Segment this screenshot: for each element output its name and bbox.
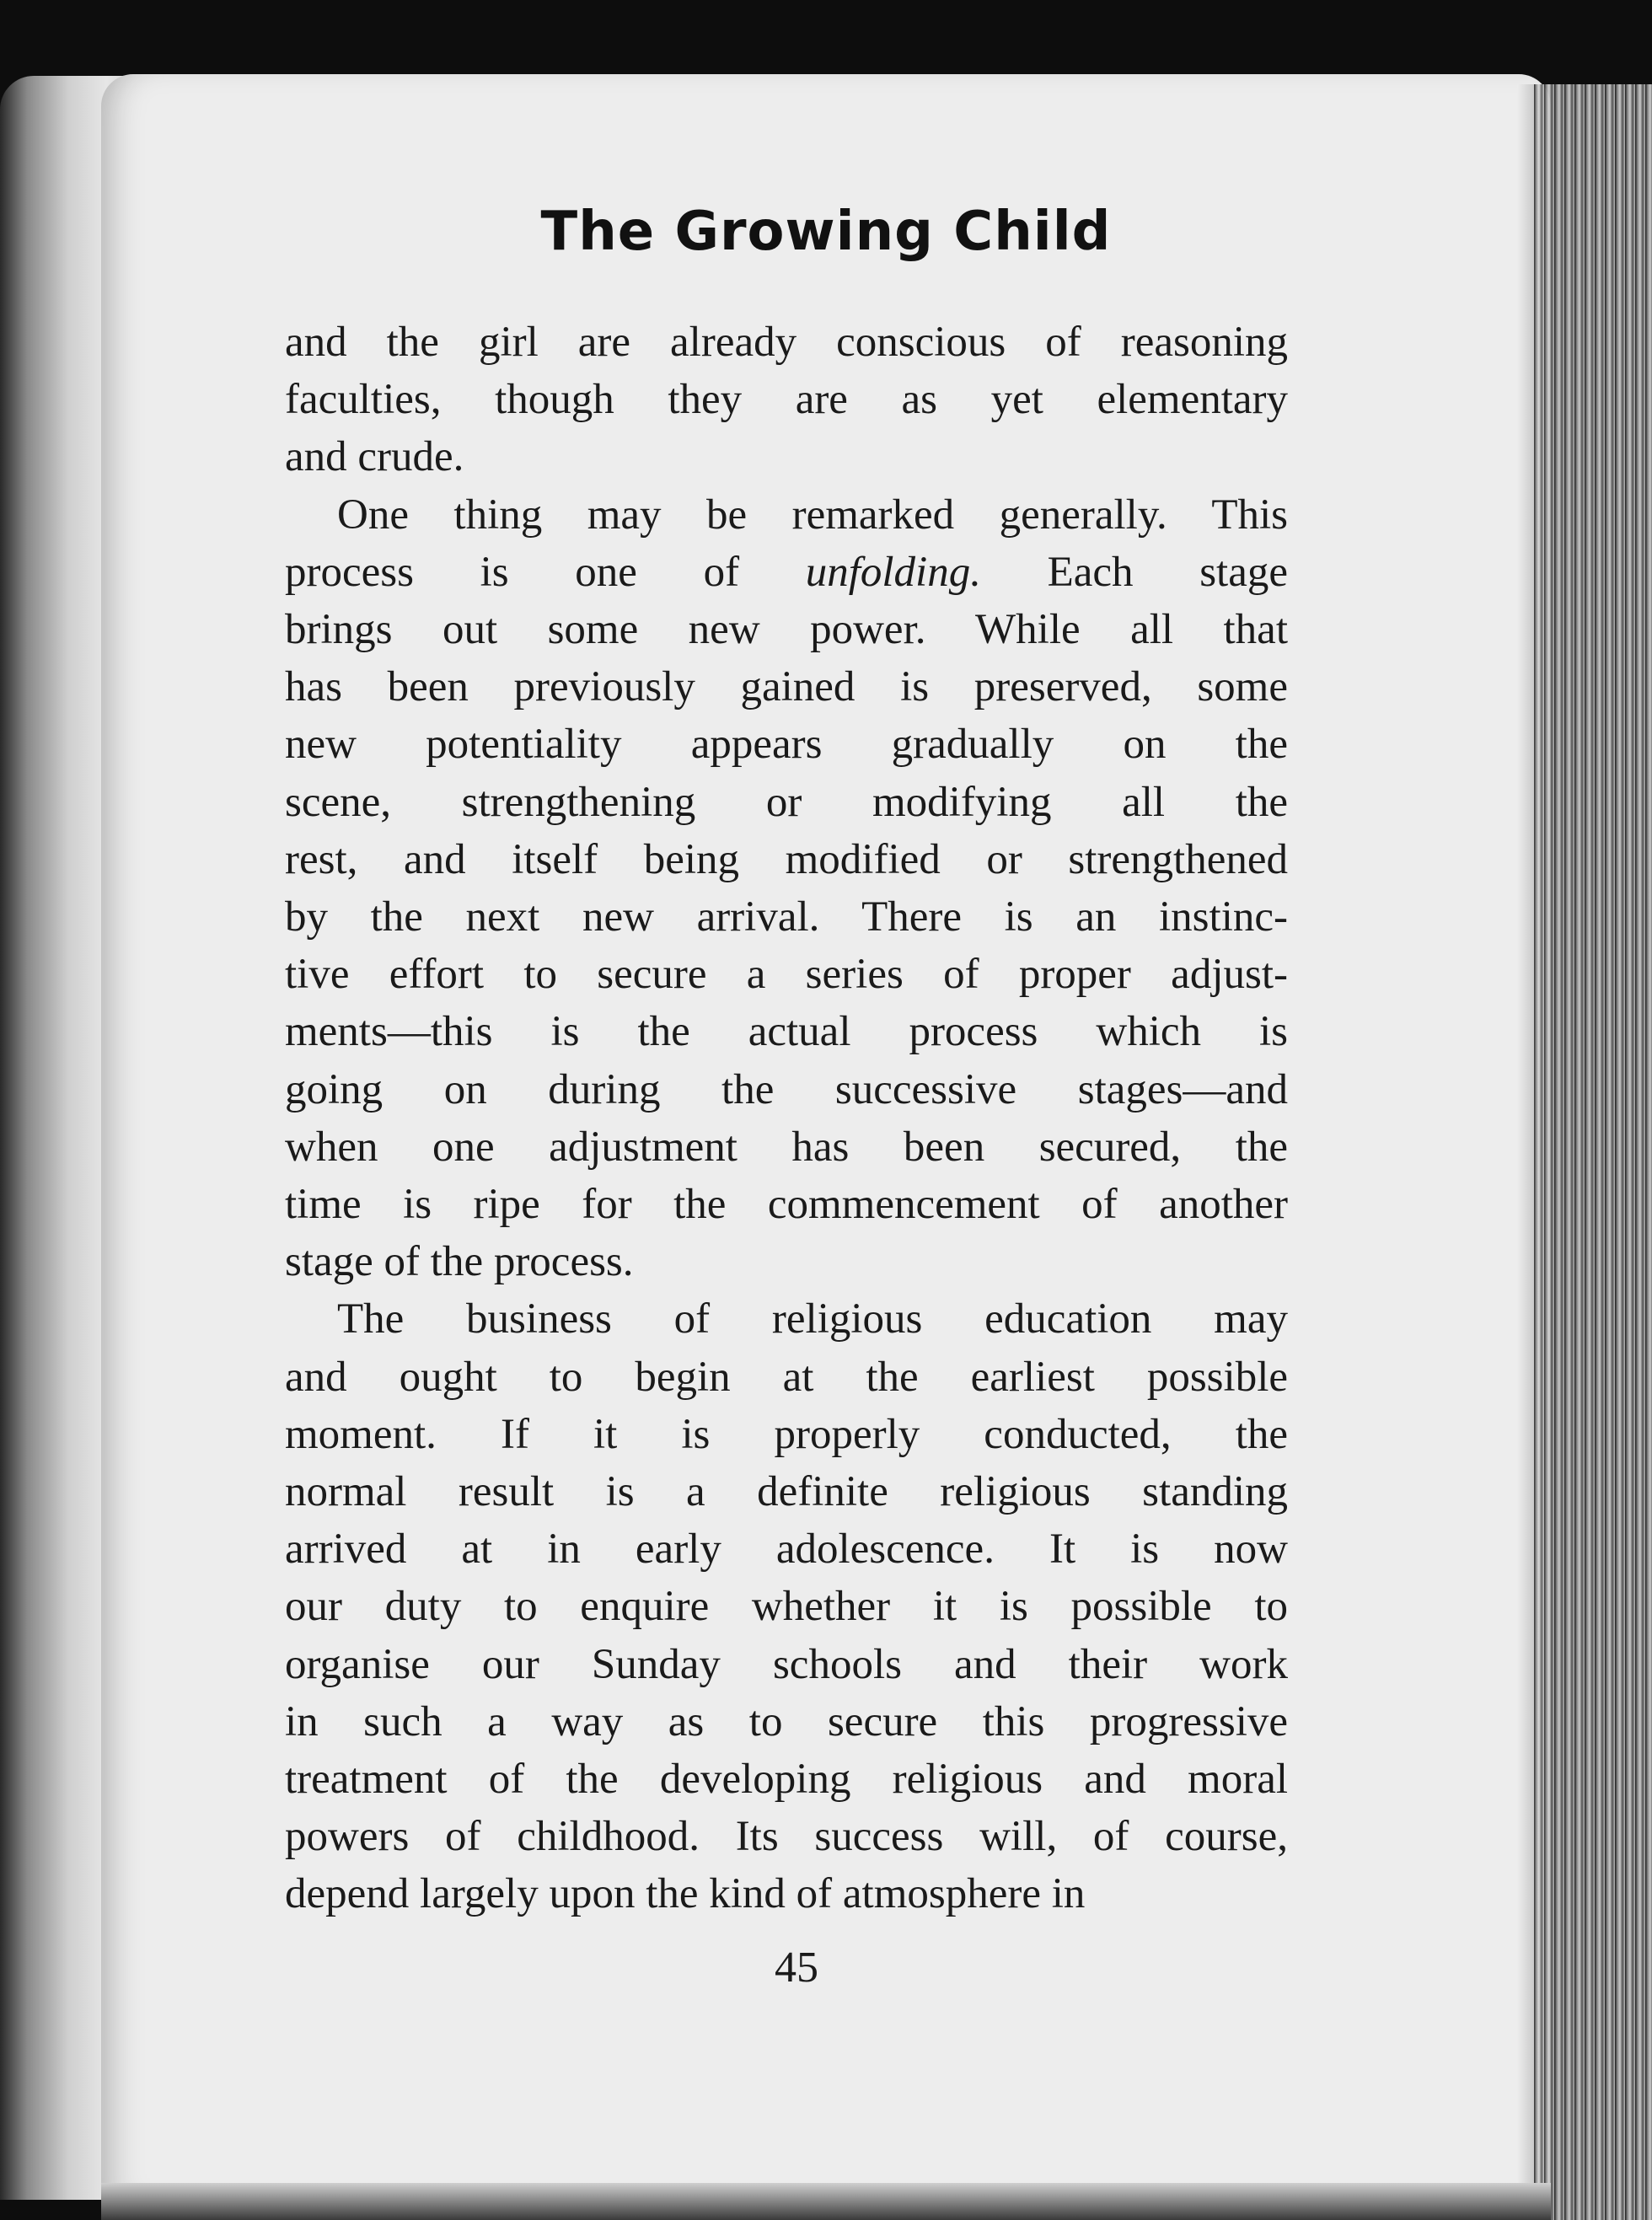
text-run: our duty to enquire whether it is possible to: [285, 1583, 1288, 1631]
text-run: scene, strengthening or modifying all the: [285, 778, 1288, 826]
text-line: [285, 314, 1288, 371]
text-line: [285, 371, 1288, 428]
text-run: Each stage: [980, 548, 1288, 596]
text-run: ments—this is the actual process which is: [285, 1008, 1288, 1056]
body-text: [285, 314, 1288, 1923]
italic-text: unfolding.: [805, 548, 981, 596]
text-line: [285, 1176, 1288, 1233]
text-run: stage of the process.: [285, 1238, 634, 1286]
text-run: moment. If it is properly conducted, the: [285, 1410, 1288, 1458]
text-line: [285, 1808, 1288, 1865]
text-run: treatment of the developing religious and moral: [285, 1756, 1288, 1804]
text-line: [285, 1751, 1288, 1808]
bottom-page-shadow: [101, 2183, 1551, 2220]
text-line: [285, 1636, 1288, 1693]
text-run: new potentiality appears gradually on the: [285, 721, 1288, 769]
text-line: [285, 486, 1288, 544]
text-run: One thing may be remarked generally. This: [337, 491, 1288, 539]
text-line: [285, 1463, 1288, 1520]
paragraph-3: [285, 1290, 1288, 1922]
text-run: arrived at in early adolescence. It is now: [285, 1526, 1288, 1574]
text-run: when one adjustment has been secured, the: [285, 1123, 1288, 1171]
text-line: [285, 601, 1288, 658]
text-run: normal result is a definite religious standing: [285, 1468, 1288, 1516]
text-line: [285, 1290, 1288, 1348]
text-line: [285, 1118, 1288, 1176]
text-line: [285, 544, 1288, 601]
text-line: [285, 1061, 1288, 1118]
text-run: by the next new arrival. There is an instinc-: [285, 893, 1288, 941]
text-line: [285, 774, 1288, 831]
text-line: [285, 428, 1288, 485]
text-run: rest, and itself being modified or strengthened: [285, 835, 1288, 883]
text-run: and crude.: [285, 433, 464, 481]
text-line: [285, 1233, 1288, 1290]
text-line: [285, 888, 1288, 946]
text-line: [285, 1406, 1288, 1463]
text-run: and the girl are already conscious of reasoning: [285, 319, 1288, 366]
text-line: [285, 658, 1288, 716]
text-line: [285, 1865, 1288, 1922]
text-line: [285, 1578, 1288, 1635]
text-run: organise our Sunday schools and their work: [285, 1640, 1288, 1688]
text-line: [285, 1520, 1288, 1578]
text-run: going on during the successive stages—and: [285, 1065, 1288, 1113]
text-line: [285, 1349, 1288, 1406]
text-run: process is one of: [285, 548, 806, 596]
text-line: [285, 946, 1288, 1003]
text-run: tive effort to secure a series of proper adjust-: [285, 951, 1288, 999]
text-line: [285, 831, 1288, 888]
text-run: has been previously gained is preserved, some: [285, 663, 1288, 711]
text-run: and ought to begin at the earliest possible: [285, 1353, 1288, 1401]
paragraph-1: [285, 314, 1288, 486]
text-run: time is ripe for the commencement of another: [285, 1181, 1288, 1229]
text-run: depend largely upon the kind of atmosphere in: [285, 1870, 1086, 1918]
text-line: [285, 1003, 1288, 1060]
page-number: 45: [775, 1944, 818, 1992]
text-line: [285, 1693, 1288, 1751]
paragraph-2: [285, 486, 1288, 1291]
text-run: in such a way as to secure this progressive: [285, 1697, 1288, 1745]
text-run: faculties, though they are as yet elementary: [285, 376, 1288, 424]
text-line: [285, 716, 1288, 773]
text-run: The business of religious education may: [337, 1295, 1288, 1343]
right-page-edges: [1534, 84, 1652, 2220]
text-run: powers of childhood. Its success will, of course,: [285, 1813, 1288, 1861]
text-run: brings out some new power. While all that: [285, 606, 1288, 654]
running-head: The Growing Child: [540, 201, 1112, 263]
